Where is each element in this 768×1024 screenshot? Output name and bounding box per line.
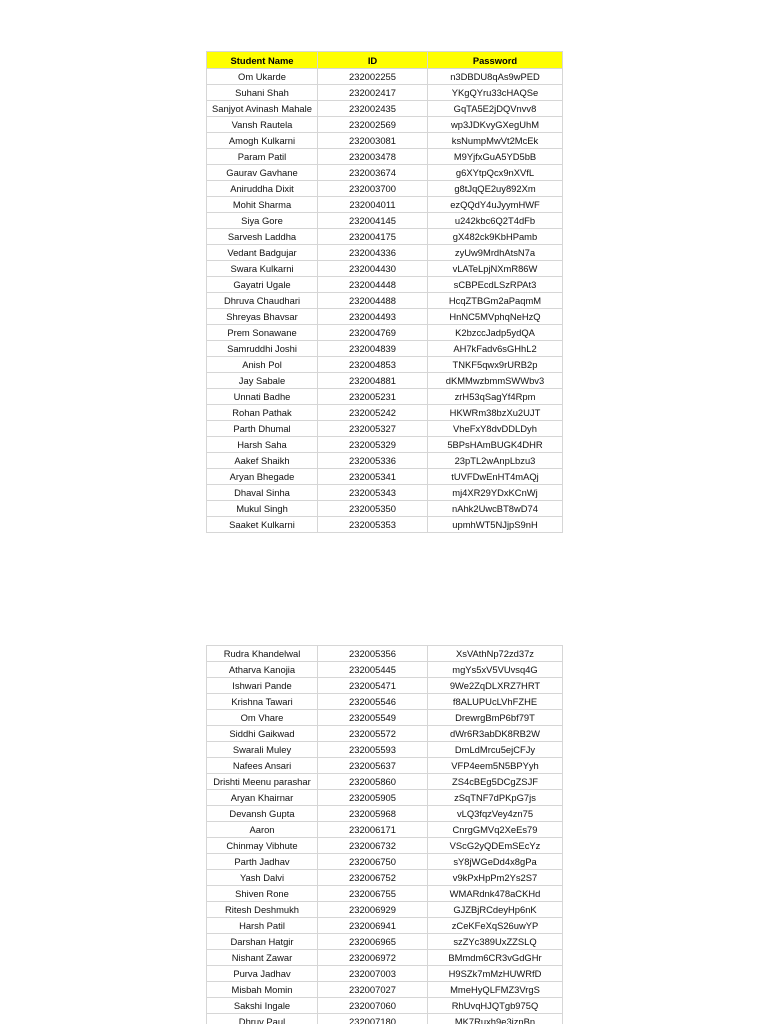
cell-student-name[interactable]: Siya Gore xyxy=(207,213,318,229)
cell-student-name[interactable]: Mukul Singh xyxy=(207,501,318,517)
table-row xyxy=(207,758,563,774)
cell-password[interactable]: ZS4cBEg5DCgZSJF xyxy=(428,774,563,790)
cell-student-name[interactable]: Aryan Khairnar xyxy=(207,790,318,806)
cell-password[interactable]: upmhWT5NJjpS9nH xyxy=(428,517,563,533)
cell-id[interactable]: 232004839 xyxy=(318,341,428,357)
cell-student-name[interactable]: Samruddhi Joshi xyxy=(207,341,318,357)
cell-id[interactable]: 232007180 xyxy=(318,1014,428,1024)
cell-student-name[interactable]: Aniruddha Dixit xyxy=(207,181,318,197)
cell-password[interactable]: g8tJqQE2uy892Xm xyxy=(428,181,563,197)
table-row xyxy=(207,245,563,261)
cell-id[interactable]: 232006171 xyxy=(318,822,428,838)
table-row xyxy=(207,806,563,822)
cell-id[interactable]: 232006732 xyxy=(318,838,428,854)
cell-student-name[interactable]: Rudra Khandelwal xyxy=(207,646,318,662)
cell-password[interactable]: vLQ3fqzVey4zn75 xyxy=(428,806,563,822)
cell-password[interactable]: DrewrgBmP6bf79T xyxy=(428,710,563,726)
cell-password[interactable]: dWr6R3abDK8RB2W xyxy=(428,726,563,742)
cell-id[interactable]: 232004336 xyxy=(318,245,428,261)
cell-password[interactable]: K2bzccJadp5ydQA xyxy=(428,325,563,341)
table-row xyxy=(207,678,563,694)
cell-id[interactable]: 232006965 xyxy=(318,934,428,950)
student-credentials-table-bottom xyxy=(206,645,563,1024)
cell-password[interactable]: v9kPxHpPm2Ys2S7 xyxy=(428,870,563,886)
cell-id[interactable]: 232006972 xyxy=(318,950,428,966)
table-row xyxy=(207,469,563,485)
cell-id[interactable]: 232006755 xyxy=(318,886,428,902)
cell-password[interactable]: VFP4eem5N5BPYyh xyxy=(428,758,563,774)
table-row xyxy=(207,966,563,982)
cell-id[interactable]: 232005445 xyxy=(318,662,428,678)
table-row xyxy=(207,838,563,854)
cell-id[interactable]: 232005356 xyxy=(318,646,428,662)
cell-id[interactable]: 232003700 xyxy=(318,181,428,197)
table-row xyxy=(207,437,563,453)
cell-student-name[interactable]: Yash Dalvi xyxy=(207,870,318,886)
table-body-bottom xyxy=(207,646,563,1024)
cell-password[interactable]: VScG2yQDEmSEcYz xyxy=(428,838,563,854)
cell-student-name[interactable]: Atharva Kanojia xyxy=(207,662,318,678)
cell-student-name[interactable]: Gayatri Ugale xyxy=(207,277,318,293)
cell-password[interactable]: dKMMwzbmmSWWbv3 xyxy=(428,373,563,389)
table-row xyxy=(207,662,563,678)
table-row xyxy=(207,85,563,101)
cell-student-name[interactable]: Aryan Bhegade xyxy=(207,469,318,485)
table-row xyxy=(207,197,563,213)
table-row xyxy=(207,726,563,742)
table-row xyxy=(207,870,563,886)
cell-password[interactable]: nAhk2UwcBT8wD74 xyxy=(428,501,563,517)
cell-password[interactable]: f8ALUPUcLVhFZHE xyxy=(428,694,563,710)
cell-password[interactable]: HnNC5MVphqNeHzQ xyxy=(428,309,563,325)
cell-password[interactable]: n3DBDU8qAs9wPED xyxy=(428,69,563,85)
cell-id[interactable]: 232004881 xyxy=(318,373,428,389)
table-row xyxy=(207,213,563,229)
cell-student-name[interactable]: Ishwari Pande xyxy=(207,678,318,694)
table-row xyxy=(207,742,563,758)
table-row xyxy=(207,694,563,710)
table-row xyxy=(207,373,563,389)
cell-student-name[interactable]: Siddhi Gaikwad xyxy=(207,726,318,742)
cell-id[interactable]: 232007027 xyxy=(318,982,428,998)
cell-id[interactable]: 232004769 xyxy=(318,325,428,341)
cell-student-name[interactable]: Vedant Badgujar xyxy=(207,245,318,261)
cell-password[interactable]: GqTA5E2jDQVnvv8 xyxy=(428,101,563,117)
cell-student-name[interactable]: Param Patil xyxy=(207,149,318,165)
cell-password[interactable]: u242kbc6Q2T4dFb xyxy=(428,213,563,229)
table-row xyxy=(207,501,563,517)
cell-student-name[interactable]: Swarali Muley xyxy=(207,742,318,758)
cell-password[interactable]: 5BPsHAmBUGK4DHR xyxy=(428,437,563,453)
cell-password[interactable]: sY8jWGeDd4x8gPa xyxy=(428,854,563,870)
table-row xyxy=(207,982,563,998)
cell-student-name[interactable]: Harsh Patil xyxy=(207,918,318,934)
cell-id[interactable]: 232004488 xyxy=(318,293,428,309)
cell-student-name[interactable]: Gaurav Gavhane xyxy=(207,165,318,181)
cell-id[interactable]: 232002255 xyxy=(318,69,428,85)
cell-student-name[interactable]: Drishti Meenu parashar xyxy=(207,774,318,790)
cell-student-name[interactable]: Aaron xyxy=(207,822,318,838)
table-row xyxy=(207,117,563,133)
cell-student-name[interactable]: Sarvesh Laddha xyxy=(207,229,318,245)
cell-student-name[interactable]: Devansh Gupta xyxy=(207,806,318,822)
cell-password[interactable]: tUVFDwEnHT4mAQj xyxy=(428,469,563,485)
cell-id[interactable]: 232007060 xyxy=(318,998,428,1014)
cell-student-name[interactable]: Dhaval Sinha xyxy=(207,485,318,501)
cell-password[interactable]: zCeKFeXqS26uwYP xyxy=(428,918,563,934)
cell-student-name[interactable]: Parth Jadhav xyxy=(207,854,318,870)
cell-id[interactable]: 232005860 xyxy=(318,774,428,790)
header-password[interactable]: Password xyxy=(428,52,563,69)
cell-id[interactable]: 232004493 xyxy=(318,309,428,325)
cell-id[interactable]: 232005329 xyxy=(318,437,428,453)
cell-id[interactable]: 232004011 xyxy=(318,197,428,213)
cell-id[interactable]: 232005336 xyxy=(318,453,428,469)
cell-student-name[interactable]: Ritesh Deshmukh xyxy=(207,902,318,918)
table-row xyxy=(207,149,563,165)
table-row xyxy=(207,69,563,85)
cell-password[interactable]: HKWRm38bzXu2UJT xyxy=(428,405,563,421)
cell-id[interactable]: 232005350 xyxy=(318,501,428,517)
table-row xyxy=(207,261,563,277)
cell-id[interactable]: 232006941 xyxy=(318,918,428,934)
cell-password[interactable]: mj4XR29YDxKCnWj xyxy=(428,485,563,501)
cell-id[interactable]: 232005593 xyxy=(318,742,428,758)
cell-id[interactable]: 232006752 xyxy=(318,870,428,886)
cell-password[interactable]: DmLdMrcu5ejCFJy xyxy=(428,742,563,758)
table-row xyxy=(207,453,563,469)
table-body-top xyxy=(207,69,563,533)
table-row xyxy=(207,1014,563,1024)
table-row xyxy=(207,902,563,918)
cell-password[interactable]: M9YjfxGuA5YD5bB xyxy=(428,149,563,165)
cell-password[interactable]: 9We2ZqDLXRZ7HRT xyxy=(428,678,563,694)
cell-password[interactable]: MK7Ruxh9e3iznBn xyxy=(428,1014,563,1024)
table-row xyxy=(207,229,563,245)
cell-id[interactable]: 232002417 xyxy=(318,85,428,101)
cell-id[interactable]: 232005242 xyxy=(318,405,428,421)
cell-password[interactable]: vLATeLpjNXmR86W xyxy=(428,261,563,277)
cell-student-name[interactable]: Chinmay Vibhute xyxy=(207,838,318,854)
cell-password[interactable]: GJZBjRCdeyHp6nK xyxy=(428,902,563,918)
table-row xyxy=(207,790,563,806)
cell-student-name[interactable]: Dhruv Paul xyxy=(207,1014,318,1024)
table-row xyxy=(207,950,563,966)
cell-id[interactable]: 232005343 xyxy=(318,485,428,501)
table-row xyxy=(207,421,563,437)
table-row xyxy=(207,133,563,149)
cell-id[interactable]: 232003674 xyxy=(318,165,428,181)
cell-student-name[interactable]: Misbah Momin xyxy=(207,982,318,998)
cell-password[interactable]: gX482ck9KbHPamb xyxy=(428,229,563,245)
table-row xyxy=(207,774,563,790)
cell-student-name[interactable]: Nishant Zawar xyxy=(207,950,318,966)
cell-password[interactable]: mgYs5xV5VUvsq4G xyxy=(428,662,563,678)
cell-id[interactable]: 232003478 xyxy=(318,149,428,165)
table-row xyxy=(207,405,563,421)
cell-id[interactable]: 232007003 xyxy=(318,966,428,982)
cell-password[interactable]: BMmdm6CR3vGdGHr xyxy=(428,950,563,966)
cell-password[interactable]: zrH53qSagYf4Rpm xyxy=(428,389,563,405)
cell-password[interactable]: MmeHyQLFMZ3VrgS xyxy=(428,982,563,998)
cell-password[interactable]: szZYc389UxZZSLQ xyxy=(428,934,563,950)
cell-student-name[interactable]: Sakshi Ingale xyxy=(207,998,318,1014)
cell-id[interactable]: 232004175 xyxy=(318,229,428,245)
table-row xyxy=(207,822,563,838)
cell-id[interactable]: 232004430 xyxy=(318,261,428,277)
cell-password[interactable]: RhUvqHJQTgb975Q xyxy=(428,998,563,1014)
cell-password[interactable]: XsVAthNp72zd37z xyxy=(428,646,563,662)
table-row xyxy=(207,998,563,1014)
cell-id[interactable]: 232004145 xyxy=(318,213,428,229)
cell-student-name[interactable]: Amogh Kulkarni xyxy=(207,133,318,149)
cell-student-name[interactable]: Anish Pol xyxy=(207,357,318,373)
cell-password[interactable]: HcqZTBGm2aPaqmM xyxy=(428,293,563,309)
table-row xyxy=(207,293,563,309)
cell-password[interactable]: ezQQdY4uJyymHWF xyxy=(428,197,563,213)
cell-student-name[interactable]: Rohan Pathak xyxy=(207,405,318,421)
cell-student-name[interactable]: Mohit Sharma xyxy=(207,197,318,213)
header-id[interactable]: ID xyxy=(318,52,428,69)
cell-id[interactable]: 232005353 xyxy=(318,517,428,533)
cell-id[interactable]: 232005471 xyxy=(318,678,428,694)
cell-password[interactable]: WMARdnk478aCKHd xyxy=(428,886,563,902)
cell-password[interactable]: zSqTNF7dPKpG7js xyxy=(428,790,563,806)
cell-student-name[interactable]: Purva Jadhav xyxy=(207,966,318,982)
cell-id[interactable]: 232002569 xyxy=(318,117,428,133)
cell-password[interactable]: sCBPEcdLSzRPAt3 xyxy=(428,277,563,293)
cell-student-name[interactable]: Vansh Rautela xyxy=(207,117,318,133)
table-row xyxy=(207,277,563,293)
cell-id[interactable]: 232005546 xyxy=(318,694,428,710)
cell-id[interactable]: 232005341 xyxy=(318,469,428,485)
cell-student-name[interactable]: Sanjyot Avinash Mahale xyxy=(207,101,318,117)
cell-password[interactable]: YKgQYru33cHAQSe xyxy=(428,85,563,101)
table-row xyxy=(207,309,563,325)
table-row xyxy=(207,181,563,197)
table-row xyxy=(207,918,563,934)
table-row xyxy=(207,165,563,181)
cell-id[interactable]: 232002435 xyxy=(318,101,428,117)
student-credentials-table-top xyxy=(206,51,563,533)
cell-student-name[interactable]: Prem Sonawane xyxy=(207,325,318,341)
cell-student-name[interactable]: Dhruva Chaudhari xyxy=(207,293,318,309)
table-row xyxy=(207,389,563,405)
cell-student-name[interactable]: Om Vhare xyxy=(207,710,318,726)
cell-student-name[interactable]: Aakef Shaikh xyxy=(207,453,318,469)
cell-password[interactable]: zyUw9MrdhAtsN7a xyxy=(428,245,563,261)
cell-student-name[interactable]: Jay Sabale xyxy=(207,373,318,389)
cell-id[interactable]: 232005231 xyxy=(318,389,428,405)
cell-student-name[interactable]: Nafees Ansari xyxy=(207,758,318,774)
cell-password[interactable]: TNKF5qwx9rURB2p xyxy=(428,357,563,373)
cell-id[interactable]: 232005905 xyxy=(318,790,428,806)
table-row xyxy=(207,341,563,357)
cell-id[interactable]: 232006929 xyxy=(318,902,428,918)
table-row xyxy=(207,710,563,726)
cell-password[interactable]: wp3JDKvyGXegUhM xyxy=(428,117,563,133)
cell-id[interactable]: 232005637 xyxy=(318,758,428,774)
cell-password[interactable]: H9SZk7mMzHUWRfD xyxy=(428,966,563,982)
table-row xyxy=(207,517,563,533)
cell-student-name[interactable]: Harsh Saha xyxy=(207,437,318,453)
cell-password[interactable]: CnrgGMVq2XeEs79 xyxy=(428,822,563,838)
cell-student-name[interactable]: Krishna Tawari xyxy=(207,694,318,710)
table-row xyxy=(207,325,563,341)
cell-password[interactable]: ksNumpMwVt2McEk xyxy=(428,133,563,149)
cell-student-name[interactable]: Suhani Shah xyxy=(207,85,318,101)
cell-student-name[interactable]: Swara Kulkarni xyxy=(207,261,318,277)
cell-password[interactable]: VheFxY8dvDDLDyh xyxy=(428,421,563,437)
cell-id[interactable]: 232003081 xyxy=(318,133,428,149)
cell-student-name[interactable]: Saaket Kulkarni xyxy=(207,517,318,533)
cell-id[interactable]: 232004853 xyxy=(318,357,428,373)
cell-student-name[interactable]: Unnati Badhe xyxy=(207,389,318,405)
header-row xyxy=(207,52,563,69)
table-row xyxy=(207,854,563,870)
cell-student-name[interactable]: Om Ukarde xyxy=(207,69,318,85)
table-row xyxy=(207,646,563,662)
table-row xyxy=(207,101,563,117)
cell-id[interactable]: 232005968 xyxy=(318,806,428,822)
cell-student-name[interactable]: Parth Dhumal xyxy=(207,421,318,437)
cell-student-name[interactable]: Darshan Hatgir xyxy=(207,934,318,950)
table-row xyxy=(207,485,563,501)
cell-id[interactable]: 232005572 xyxy=(318,726,428,742)
cell-id[interactable]: 232004448 xyxy=(318,277,428,293)
cell-student-name[interactable]: Shiven Rone xyxy=(207,886,318,902)
cell-id[interactable]: 232005549 xyxy=(318,710,428,726)
cell-password[interactable]: AH7kFadv6sGHhL2 xyxy=(428,341,563,357)
cell-id[interactable]: 232005327 xyxy=(318,421,428,437)
table-row xyxy=(207,357,563,373)
cell-id[interactable]: 232006750 xyxy=(318,854,428,870)
cell-password[interactable]: g6XYtpQcx9nXVfL xyxy=(428,165,563,181)
table-row xyxy=(207,934,563,950)
cell-student-name[interactable]: Shreyas Bhavsar xyxy=(207,309,318,325)
table-row xyxy=(207,886,563,902)
header-student-name[interactable]: Student Name xyxy=(207,52,318,69)
cell-password[interactable]: 23pTL2wAnpLbzu3 xyxy=(428,453,563,469)
